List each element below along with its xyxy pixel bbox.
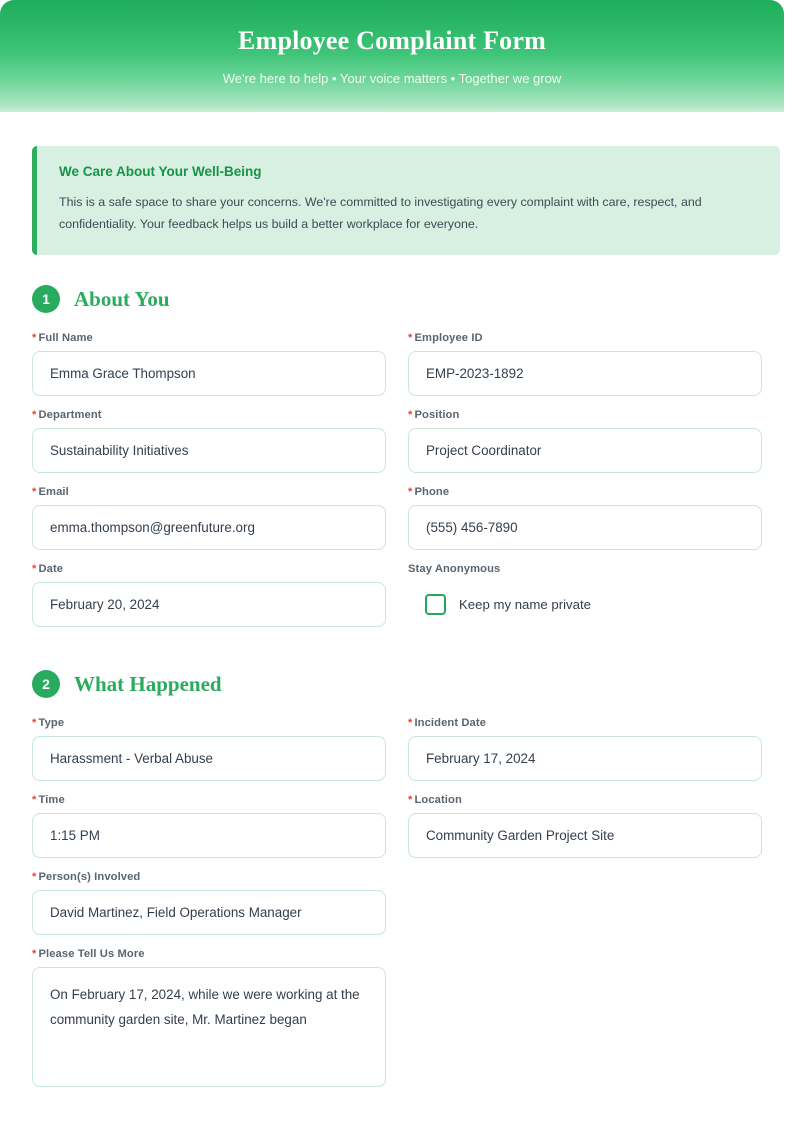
field-row — [32, 332, 780, 409]
required-marker: * — [32, 409, 37, 422]
employee-id-input[interactable]: EMP-2023-1892 — [408, 351, 762, 396]
section-what-happened — [32, 670, 780, 1100]
field-location — [408, 794, 762, 858]
field-column — [32, 948, 386, 1100]
field-label — [408, 332, 762, 344]
field-label — [32, 794, 386, 806]
field-column-spacer — [408, 948, 762, 1100]
section-number-badge: 1 — [32, 285, 60, 313]
field-type — [32, 717, 386, 781]
field-row — [32, 871, 780, 948]
time-input[interactable]: 1:15 PM — [32, 813, 386, 858]
field-column — [408, 486, 762, 563]
field-incident-date — [408, 717, 762, 781]
field-label — [408, 486, 762, 498]
anonymous-checkbox-row[interactable] — [408, 582, 762, 627]
location-input[interactable]: Community Garden Project Site — [408, 813, 762, 858]
label-text: Email — [38, 486, 69, 499]
field-stay-anonymous — [408, 563, 762, 627]
label-text: Please Tell Us More — [38, 948, 145, 961]
label-text: Incident Date — [414, 717, 487, 730]
field-column — [408, 563, 762, 640]
field-column — [32, 409, 386, 486]
label-text: Position — [414, 409, 460, 422]
field-time — [32, 794, 386, 858]
field-column — [32, 794, 386, 871]
field-label — [408, 409, 762, 421]
field-date — [32, 563, 386, 627]
persons-involved-input[interactable]: David Martinez, Field Operations Manager — [32, 890, 386, 935]
label-text: Location — [414, 794, 462, 807]
label-text: Employee ID — [414, 332, 483, 345]
field-department — [32, 409, 386, 473]
page-header — [0, 0, 784, 112]
field-row — [32, 563, 780, 640]
field-position — [408, 409, 762, 473]
field-label — [32, 717, 386, 729]
incident-date-input[interactable]: February 17, 2024 — [408, 736, 762, 781]
label-text: Full Name — [38, 332, 93, 345]
label-text: Time — [38, 794, 65, 807]
field-phone — [408, 486, 762, 550]
label-text: Stay Anonymous — [408, 563, 501, 576]
required-marker: * — [32, 794, 37, 807]
checkbox-label: Keep my name private — [459, 597, 591, 613]
required-marker: * — [408, 409, 413, 422]
type-input[interactable]: Harassment - Verbal Abuse — [32, 736, 386, 781]
field-column — [408, 717, 762, 794]
field-tell-us-more — [32, 948, 386, 1087]
label-text: Phone — [414, 486, 450, 499]
label-text: Date — [38, 563, 64, 576]
tell-us-more-textarea[interactable]: On February 17, 2024, while we were working at the community garden site, Mr. Martinez began — [32, 967, 386, 1087]
field-column — [32, 563, 386, 640]
field-column — [408, 409, 762, 486]
field-row — [32, 486, 780, 563]
field-row — [32, 717, 780, 794]
field-column — [32, 332, 386, 409]
field-label — [32, 563, 386, 575]
field-column — [32, 717, 386, 794]
callout-title: We Care About Your Well-Being — [59, 164, 262, 179]
required-marker: * — [32, 948, 37, 961]
field-label — [32, 948, 386, 960]
section-title: What Happened — [74, 671, 222, 696]
field-label — [32, 332, 386, 344]
department-input[interactable]: Sustainability Initiatives — [32, 428, 386, 473]
section-header — [32, 285, 780, 313]
required-marker: * — [32, 871, 37, 884]
keep-name-private-checkbox[interactable] — [425, 594, 446, 615]
field-full-name — [32, 332, 386, 396]
page-title: Employee Complaint Form — [238, 26, 546, 55]
wellbeing-callout — [32, 146, 780, 255]
section-number-badge: 2 — [32, 670, 60, 698]
field-label — [32, 486, 386, 498]
field-label — [408, 717, 762, 729]
field-column-spacer — [408, 871, 762, 948]
phone-input[interactable]: (555) 456-7890 — [408, 505, 762, 550]
field-employee-id — [408, 332, 762, 396]
field-row — [32, 409, 780, 486]
page-subtitle: We're here to help • Your voice matters • Together we grow — [222, 71, 562, 86]
required-marker: * — [32, 563, 37, 576]
required-marker: * — [32, 717, 37, 730]
field-persons-involved — [32, 871, 386, 935]
field-row — [32, 794, 780, 871]
field-label — [408, 563, 762, 575]
required-marker: * — [408, 332, 413, 345]
field-label — [32, 871, 386, 883]
field-email — [32, 486, 386, 550]
field-column — [32, 871, 386, 948]
label-text: Type — [38, 717, 65, 730]
label-text: Person(s) Involved — [38, 871, 141, 884]
required-marker: * — [32, 332, 37, 345]
field-column — [32, 486, 386, 563]
label-text: Department — [38, 409, 102, 422]
section-about-you — [32, 285, 780, 640]
field-column — [408, 794, 762, 871]
position-input[interactable]: Project Coordinator — [408, 428, 762, 473]
field-label — [32, 409, 386, 421]
required-marker: * — [408, 486, 413, 499]
date-input[interactable]: February 20, 2024 — [32, 582, 386, 627]
full-name-input[interactable]: Emma Grace Thompson — [32, 351, 386, 396]
required-marker: * — [408, 794, 413, 807]
field-label — [408, 794, 762, 806]
section-header — [32, 670, 780, 698]
section-title: About You — [74, 286, 170, 311]
email-input[interactable]: emma.thompson@greenfuture.org — [32, 505, 386, 550]
required-marker: * — [32, 486, 37, 499]
callout-body: This is a safe space to share your concerns. We're committed to investigating every complaint with care, respect, and confidentiality. Your feedback helps us build a better workplace for everyone. — [59, 195, 702, 231]
required-marker: * — [408, 717, 413, 730]
field-column — [408, 332, 762, 409]
field-row — [32, 948, 780, 1100]
